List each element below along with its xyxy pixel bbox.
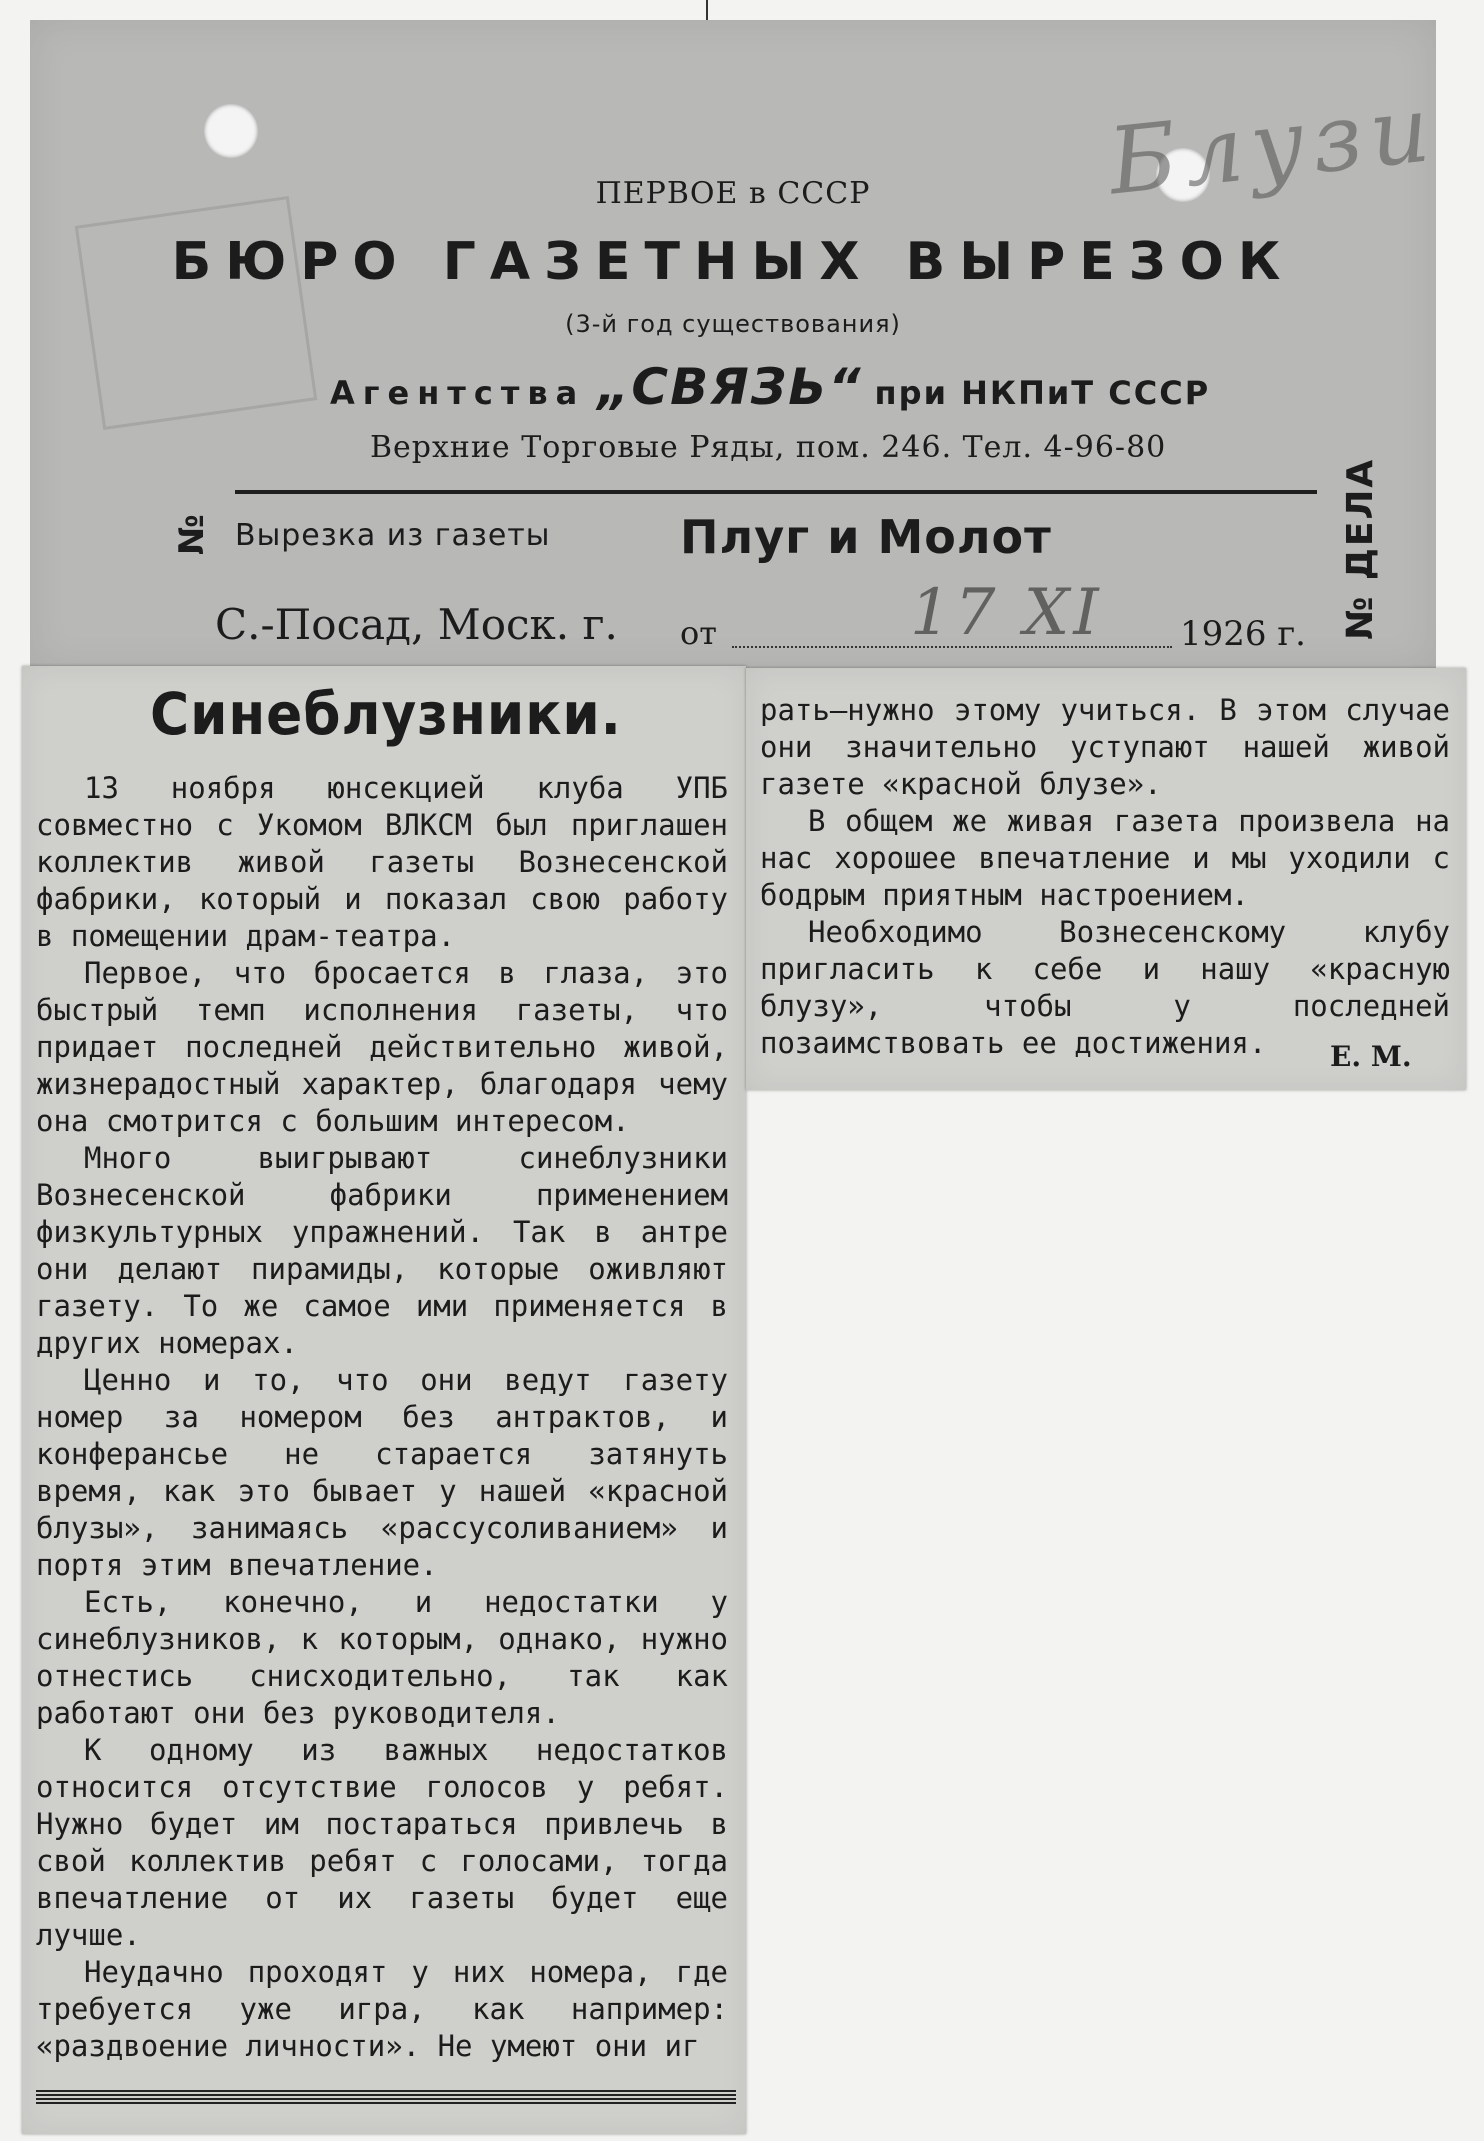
agency-brand: „СВЯЗЬ“ (597, 358, 863, 416)
article-column-right (760, 692, 1450, 1062)
paragraph: Необходимо Вознесенскому клубу пригласить к себе и нашу «красную блузу», чтобы у последней позаимствовать ее достижения. (760, 915, 1450, 1060)
paragraph: В общем же живая газета произвела на нас хорошее впечатление и мы уходили с бодрым приятным настроением. (760, 804, 1450, 912)
card-first-in-ussr: ПЕРВОЕ в СССР (595, 176, 871, 211)
agency-suffix: при НКПиТ СССР (874, 374, 1211, 412)
card-bureau-title: БЮРО ГАЗЕТНЫХ ВЫРЕЗОК (171, 232, 1295, 292)
paragraph: Есть, конечно, и недостатки у синеблузников, к которым, однако, нужно отнестись снисходительно, так как работают они без руководителя. (36, 1585, 728, 1730)
publication-year: 1926 г. (1180, 614, 1306, 654)
clipping-bureau-card (30, 20, 1443, 670)
card-case-number: № ДЕЛА (1340, 457, 1381, 640)
punch-hole-left (204, 104, 258, 158)
paragraph: рать—нужно этому учиться. В этом случае они значительно уступают нашей живой газете «красной блузе». (760, 693, 1450, 801)
newspaper-name: Плуг и Молот (680, 510, 1052, 564)
paragraph: Много выигрывают синеблузники Вознесенской фабрики применением физкультурных упражнений. Так в антре они делают пирамиды, которые оживляют газету. То же самое ими применяется в других номерах. (36, 1141, 728, 1360)
card-number-left: № (172, 514, 212, 555)
author-initials: Е. М. (1330, 1040, 1412, 1073)
handwritten-date: 17 XI (910, 576, 1103, 650)
article-title: Синеблузники. (150, 680, 622, 748)
paragraph: 13 ноября юнсекцией клуба УПБ совместно с Укомом ВЛКСМ был приглашен коллектив живой газеты Вознесенской фабрики, который и показал свою работу в помещении драм-театра. (36, 771, 728, 953)
card-year-note: (3-й год существования) (565, 310, 901, 338)
paragraph: Первое, что бросается в глаза, это быстрый темп исполнения газеты, что придает последней действительно живой, жизнерадостный характер, благодаря чему она смотрится с большим интересом. (36, 956, 728, 1138)
handwritten-signature: Блузи (1103, 74, 1443, 216)
cutting-label: Вырезка из газеты (235, 518, 551, 553)
card-agency-line (330, 358, 1210, 416)
card-address: Верхние Торговые Ряды, пом. 246. Тел. 4-96-80 (370, 430, 1167, 465)
card-divider (235, 490, 1317, 494)
paragraph: Ценно и то, что они ведут газету номер за номером без антрактов, и конферансье не старается затянуть время, как это бывает у нашей «красной блузы», занимаясь «рассусоливанием» и портя этим впечатление. (36, 1363, 728, 1582)
publication-city: С.-Посад, Моск. г. (215, 600, 618, 649)
paragraph: Неудачно проходят у них номера, где требуется уже игра, как например: «раздвоение личности». Не умеют они иг (36, 1955, 728, 2063)
agency-prefix: Агентства (330, 374, 586, 412)
bottom-double-rule (36, 2090, 736, 2104)
article-column-left (36, 770, 728, 2065)
date-from-label: от (680, 614, 717, 652)
paragraph: К одному из важных недостатков относится отсутствие голосов у ребят. Нужно будет им постараться привлечь в свой коллектив ребят с голосами, тогда впечатление от их газеты будет еще лучше. (36, 1733, 728, 1952)
